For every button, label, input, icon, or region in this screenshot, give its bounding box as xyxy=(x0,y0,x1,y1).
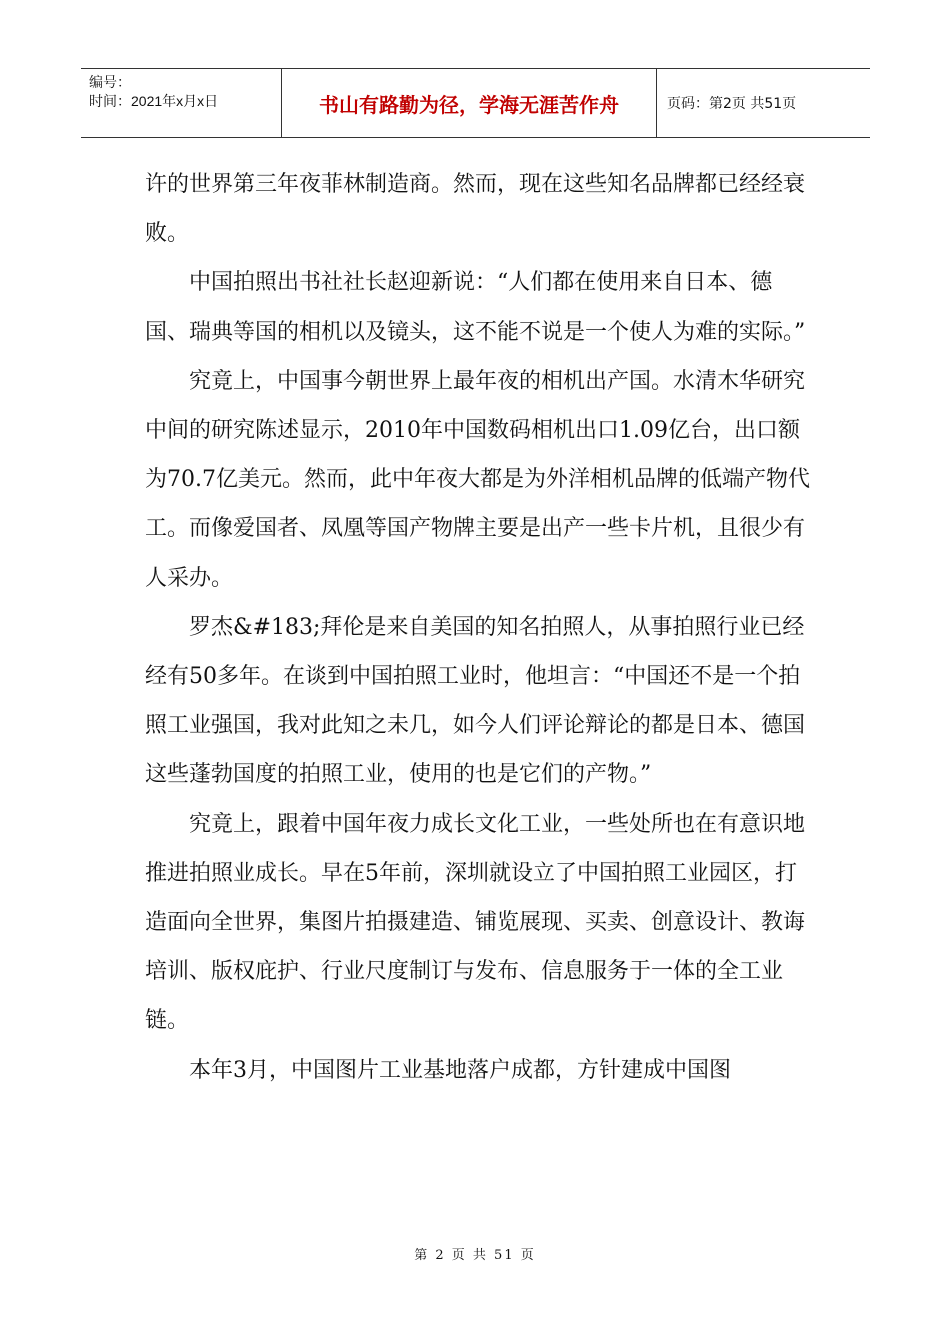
paragraph: 许的世界第三年夜菲林制造商。然而，现在这些知名品牌都已经经衰败。 xyxy=(145,172,806,247)
paragraph: 中国拍照出书社社长赵迎新说：“人们都在使用来自日本、德国、瑞典等国的相机以及镜头，这不能不说是一个使人为难的实际。” xyxy=(145,270,806,345)
page-header xyxy=(81,68,870,138)
motto-text: 书山有路勤为径，学海无涯苦作舟 xyxy=(319,92,619,117)
header-page-info xyxy=(657,69,870,137)
footer-page-number: 第 2 页 共 51 页 xyxy=(414,1248,536,1263)
page-footer xyxy=(0,1244,950,1263)
paragraph: 究竟上，中国事今朝世界上最年夜的相机出产国。水清木华研究中间的研究陈述显示，2010年中国数码相机出口1.09亿台，出口额为70.7亿美元。然而，此中年夜大都是为外洋相机品牌的低端产物代工。而像爱国者、凤凰等国产物牌主要是出产一些卡片机，且很少有人采办。 xyxy=(145,368,810,591)
header-meta xyxy=(81,69,282,137)
paragraph: 究竟上，跟着中国年夜力成长文化工业，一些处所也在有意识地推进拍照业成长。早在5年前，深圳就设立了中国拍照工业园区，打造面向全世界，集图片拍摄建造、铺览展现、买卖、创意设计、教诲培训、版权庇护、行业尺度制订与发布、信息服务于一体的全工业链。 xyxy=(145,811,806,1034)
number-label: 编号： xyxy=(89,74,131,90)
paragraph: 罗杰&#183;拜伦是来自美国的知名拍照人，从事拍照行业已经经有50多年。在谈到中国拍照工业时，他坦言：“中国还不是一个拍照工业强国，我对此知之未几，如今人们评论辩论的都是日本、德国这些蓬勃国度的拍照工业，使用的也是它们的产物。” xyxy=(145,614,806,788)
header-motto xyxy=(282,69,657,137)
document-body xyxy=(145,160,815,1095)
paragraph: 本年3月，中国图片工业基地落户成都，方针建成中国图 xyxy=(189,1057,731,1083)
time-label: 时间：2021年x月x日 xyxy=(89,93,219,109)
page-info-text: 页码：第2页 共51页 xyxy=(667,96,797,112)
